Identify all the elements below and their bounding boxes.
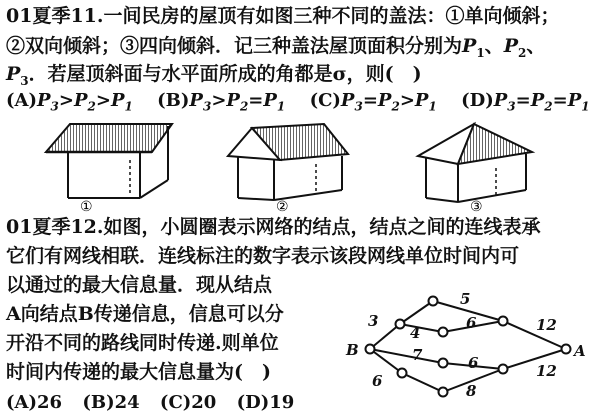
p1-symbol: P — [462, 35, 477, 57]
node-5 — [439, 359, 448, 368]
figure-1-label: ① — [80, 199, 93, 212]
node-2 — [429, 297, 438, 306]
p3-symbol: P — [6, 63, 21, 85]
node-3 — [439, 328, 448, 337]
house-figure-1 — [40, 120, 180, 212]
q11-options — [6, 90, 599, 114]
p1-sub: 1 — [476, 45, 485, 60]
figure-2-label: ② — [276, 199, 289, 212]
option-c — [310, 90, 437, 114]
q12-line-4: A向结点B传递信息，信息可以分 — [6, 303, 284, 325]
node-8 — [439, 388, 448, 397]
house-figure-2 — [224, 120, 354, 212]
edge-label-12-top: 12 — [536, 316, 557, 334]
q11-line-3-text: ．若屋顶斜面与水平面所成的角都是σ，则( ) — [28, 63, 422, 85]
edge-n1-n2 — [400, 301, 433, 324]
figure-3-label: ③ — [470, 199, 483, 212]
p3-sub: 3 — [20, 73, 29, 88]
option-d-expr: $P_3=P_2=P_1$ — [493, 90, 590, 114]
option-b-label: (B) — [157, 90, 190, 111]
q12-line-1: 01夏季12.如图，小圆圈表示网络的结点，结点之间的连线表承 — [6, 216, 541, 238]
option-d — [461, 90, 590, 114]
node-4 — [499, 317, 508, 326]
edge-n6-n8 — [402, 373, 443, 392]
edge-label-6-top: 6 — [466, 314, 477, 332]
edge-label-8: 8 — [466, 382, 477, 400]
option-c-label: (C) — [309, 90, 341, 111]
p2-sub: 2 — [517, 45, 527, 60]
option-a — [6, 90, 133, 114]
option-d-label: (D) — [461, 90, 494, 111]
q11-line-2 — [6, 34, 545, 65]
node-a — [562, 345, 571, 354]
node-b — [366, 345, 375, 354]
answer-d: (D)19 — [236, 392, 295, 413]
q12-answers — [6, 392, 308, 413]
q12-line-3: 以通过的最大信息量．现从结点 — [6, 274, 273, 296]
edge-label-6-low: 6 — [372, 372, 383, 390]
p2-symbol: P — [503, 35, 518, 57]
sep-1: 、 — [484, 35, 504, 57]
node-1 — [396, 320, 405, 329]
edge-label-4: 4 — [410, 324, 421, 342]
edge-label-7: 7 — [412, 346, 423, 364]
q12-line-5: 开沿不同的路线同时传递.则单位 — [6, 332, 279, 354]
house-figure-3 — [410, 120, 540, 212]
sep-2: 、 — [526, 35, 546, 57]
q12-line-6: 时间内传递的最大信息量为( ) — [6, 361, 271, 383]
node-6 — [398, 369, 407, 378]
option-b-expr: $P_3>P_2=P_1$ — [189, 90, 286, 114]
edge-label-6-mid: 6 — [468, 354, 479, 372]
q11-line-1: 01夏季11.一间民房的屋顶有如图三种不同的盖法：①单向倾斜； — [6, 5, 560, 27]
q11-line-3 — [6, 62, 422, 93]
q11-line-2-text: ②双向倾斜；③四向倾斜．记三种盖法屋顶面积分别为 — [6, 35, 463, 57]
option-a-expr: $P_3>P_2>P_1$ — [37, 90, 133, 114]
network-diagram — [340, 288, 595, 416]
option-c-expr: $P_3=P_2>P_1$ — [340, 90, 437, 114]
edge-label-3: 3 — [368, 312, 379, 330]
edge-label-5: 5 — [460, 290, 471, 308]
option-b — [157, 90, 285, 114]
node-a-label: A — [574, 342, 586, 360]
edge-n1-n3 — [400, 324, 443, 332]
edge-label-12-low: 12 — [536, 362, 557, 380]
q12-line-2: 它们有网线相联．连线标注的数字表示该段网线单位时间内可 — [6, 245, 520, 267]
answer-c: (C)20 — [159, 392, 217, 413]
node-b-label: B — [346, 341, 359, 359]
node-7 — [499, 365, 508, 374]
option-a-label: (A) — [6, 90, 37, 111]
answer-a: (A)26 — [6, 392, 63, 413]
answer-b: (B)24 — [82, 392, 140, 413]
